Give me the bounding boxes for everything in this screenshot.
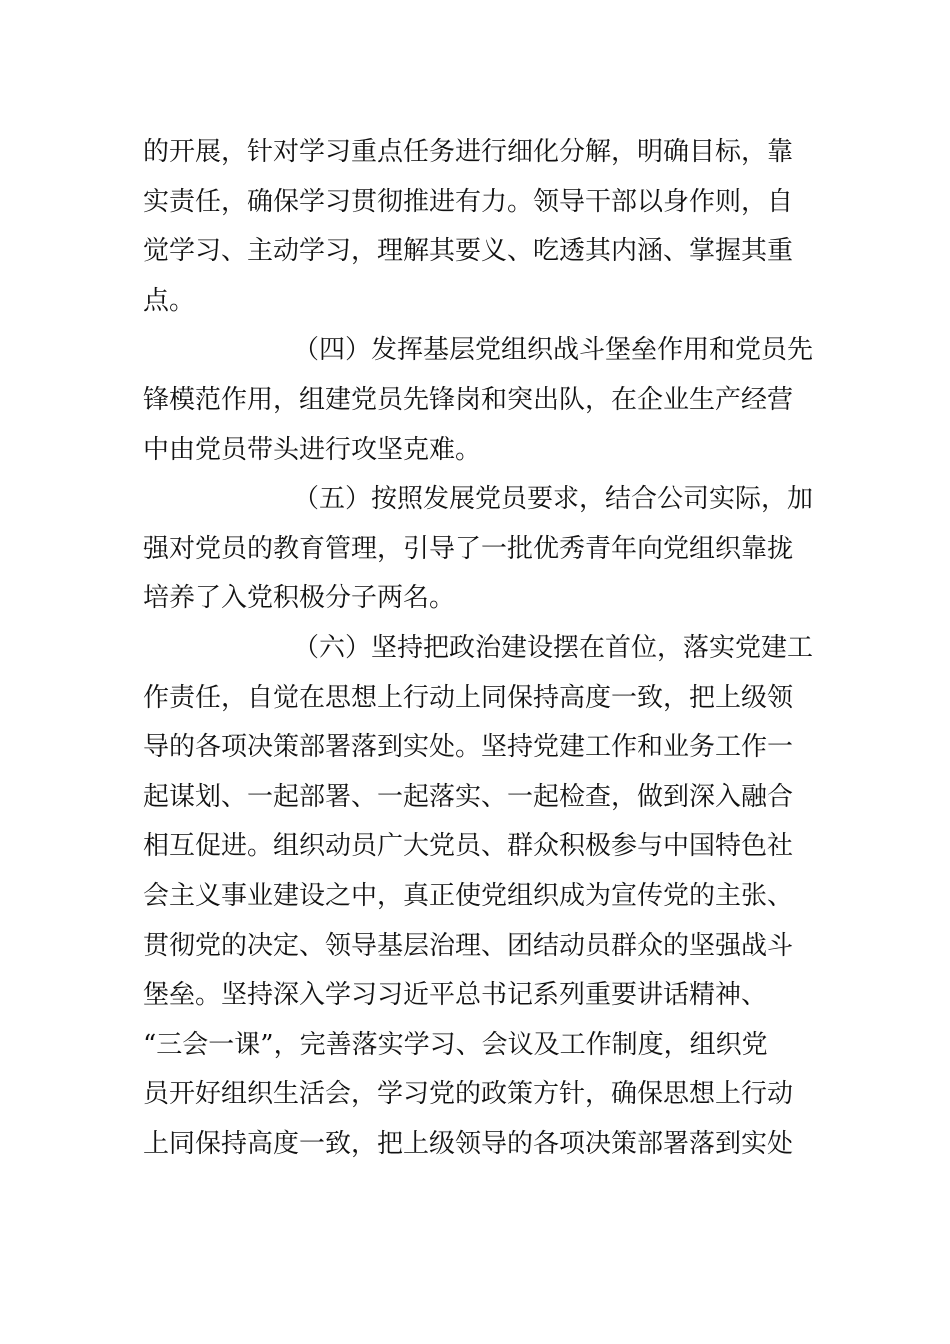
- paragraph-item-6: [143, 624, 813, 1170]
- text-line: 作责任，自觉在思想上行动上同保持高度一致，把上级领: [143, 682, 794, 713]
- text-line: 贯彻党的决定、领导基层治理、团结动员群众的坚强战斗: [143, 930, 794, 961]
- text-line: 锋模范作用，组建党员先锋岗和突出队，在企业生产经营: [143, 384, 794, 415]
- paragraph-continuation: [143, 128, 813, 326]
- text-line: 导的各项决策部署落到实处。坚持党建工作和业务工作一: [143, 732, 794, 763]
- text-line: 堡垒。坚持深入学习习近平总书记系列重要讲话精神、: [143, 980, 768, 1011]
- text-line: 实责任，确保学习贯彻推进有力。领导干部以身作则，自: [143, 186, 794, 217]
- text-line: 起谋划、一起部署、一起落实、一起检查，做到深入融合: [143, 781, 794, 812]
- text-line: 上同保持高度一致，把上级领导的各项决策部署落到实处: [143, 1128, 794, 1159]
- text-line: 中由党员带头进行攻坚克难。: [143, 434, 482, 465]
- document-body: [143, 128, 813, 1169]
- text-line: 觉学习、主动学习，理解其要义、吃透其内涵、掌握其重: [143, 236, 794, 267]
- text-line: 相互促进。组织动员广大党员、群众积极参与中国特色社: [143, 831, 794, 862]
- text-line: “三会一课”，完善落实学习、会议及工作制度，组织党: [143, 1029, 768, 1060]
- text-line: （五）按照发展党员要求，结合公司实际，加: [293, 484, 814, 515]
- text-line: 培养了入党积极分子两名。: [143, 583, 456, 614]
- text-line: 强对党员的教育管理，引导了一批优秀青年向党组织靠拢: [143, 533, 794, 564]
- paragraph-item-5: [143, 475, 813, 624]
- text-line: （六）坚持把政治建设摆在首位，落实党建工: [293, 632, 814, 663]
- text-line: 会主义事业建设之中，真正使党组织成为宣传党的主张、: [143, 880, 794, 911]
- text-line: （四）发挥基层党组织战斗堡垒作用和党员先: [293, 335, 814, 366]
- text-line: 的开展，针对学习重点任务进行细化分解，明确目标，靠: [143, 137, 794, 167]
- text-line: 员开好组织生活会，学习党的政策方针，确保思想上行动: [143, 1079, 794, 1110]
- text-line: 点。: [143, 285, 196, 316]
- paragraph-item-4: [143, 326, 813, 475]
